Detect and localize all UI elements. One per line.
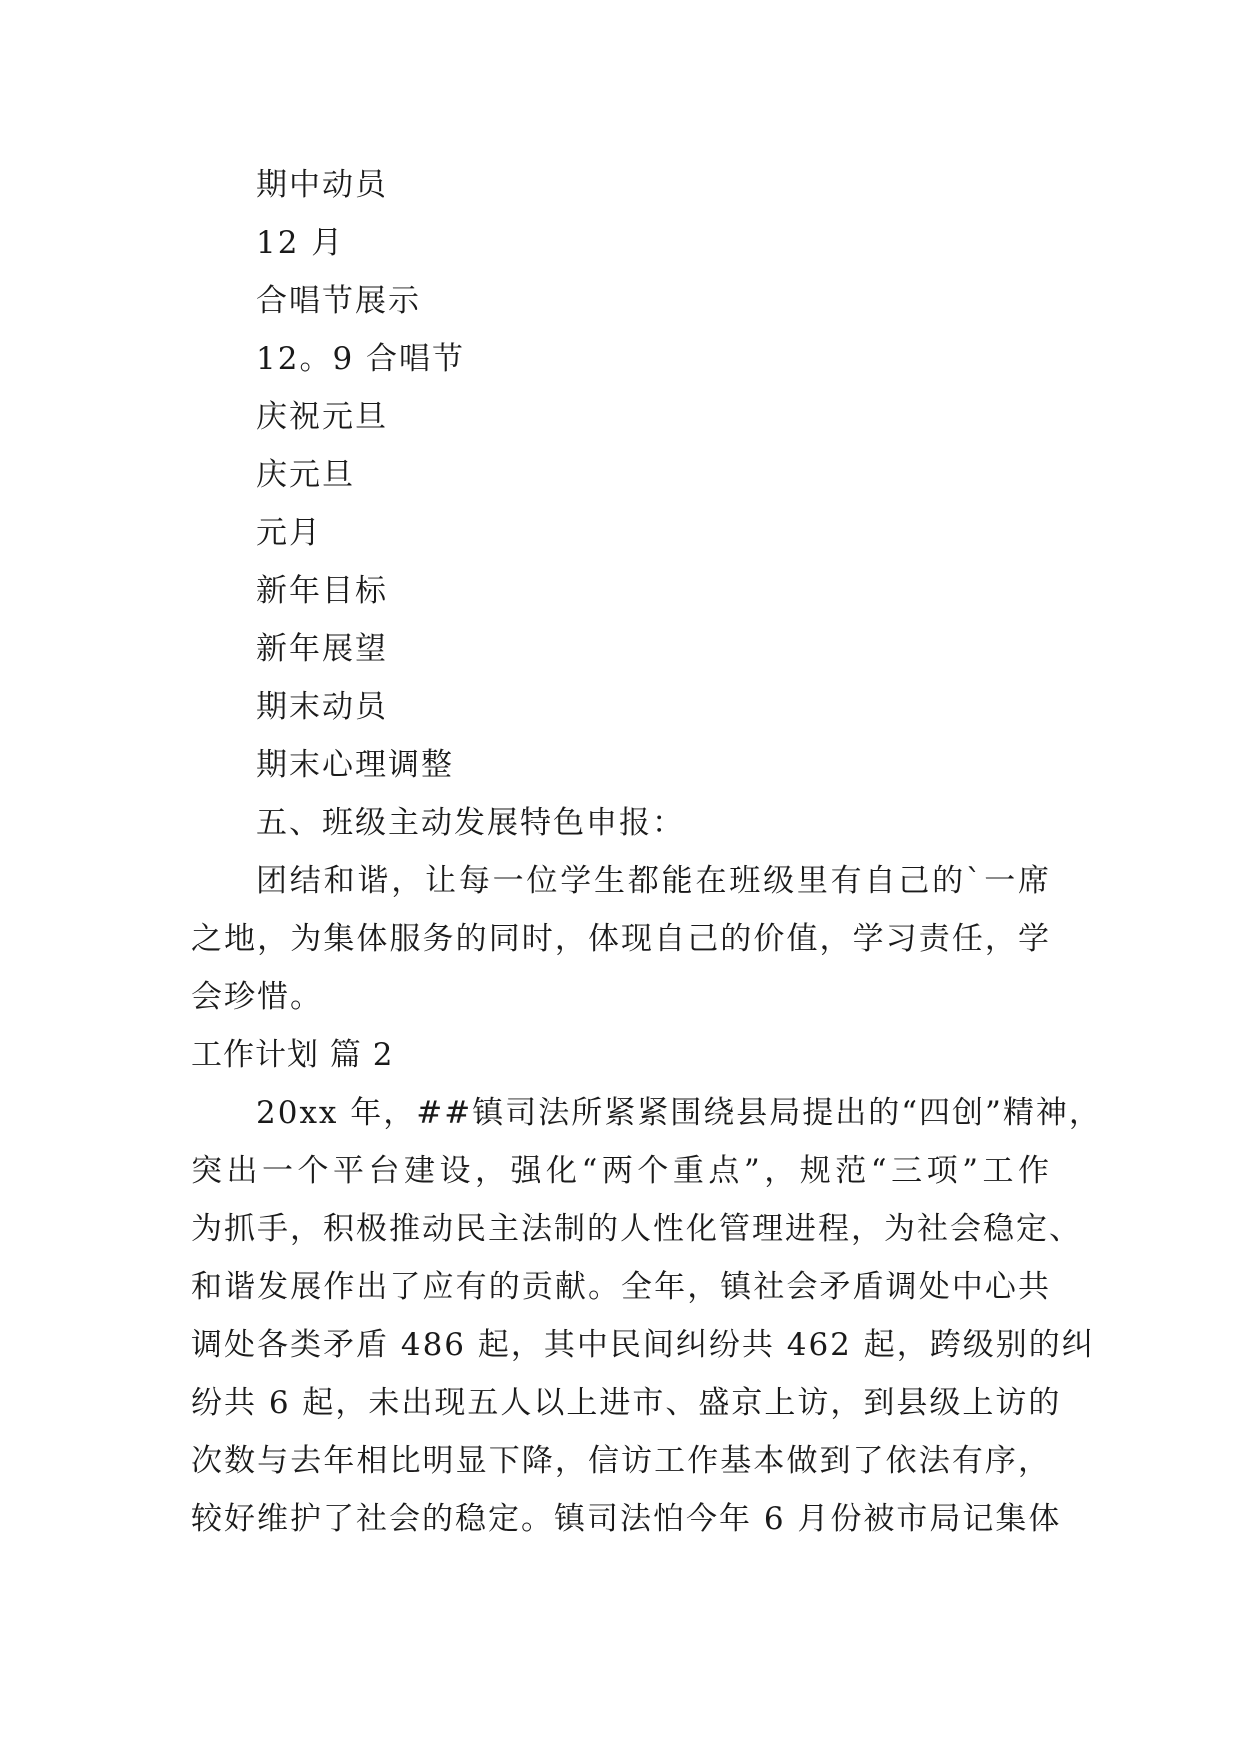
list-item: 新年展望: [256, 631, 388, 667]
list-item: 期中动员: [256, 167, 388, 203]
list-item: 期末心理调整: [256, 747, 454, 783]
paragraph-line: 20xx 年，##镇司法所紧紧围绕县局提出的“四创”精神，: [256, 1095, 1102, 1131]
list-item: 12 月: [256, 225, 345, 261]
paragraph-line: 调处各类矛盾 486 起，其中民间纠纷共 462 起，跨级别的纠: [191, 1327, 1095, 1363]
paragraph-line: 突出一个平台建设，强化“两个重点”，规范“三项”工作: [191, 1153, 1051, 1189]
paragraph-line: 次数与去年相比明显下降，信访工作基本做到了依法有序，: [191, 1443, 1051, 1479]
list-item: 12。9 合唱节: [256, 341, 466, 377]
list-item: 新年目标: [256, 573, 388, 609]
list-item: 庆元旦: [256, 457, 355, 493]
list-item: 期末动员: [256, 689, 388, 725]
paragraph-line: 为抓手，积极推动民主法制的人性化管理进程，为社会稳定、: [191, 1211, 1082, 1247]
section-title: 工作计划 篇 2: [191, 1037, 394, 1073]
list-item: 合唱节展示: [256, 283, 421, 319]
paragraph-line: 较好维护了社会的稳定。镇司法怕今年 6 月份被市局记集体: [191, 1501, 1062, 1537]
paragraph-line: 之地，为集体服务的同时，体现自己的价值，学习责任，学: [191, 921, 1051, 957]
paragraph-line: 团结和谐，让每一位学生都能在班级里有自己的`一席: [256, 863, 1051, 899]
section-heading: 五、班级主动发展特色申报：: [256, 805, 685, 841]
paragraph-line: 会珍惜。: [191, 979, 323, 1015]
list-item: 元月: [256, 515, 322, 551]
paragraph-line: 和谐发展作出了应有的贡献。全年，镇社会矛盾调处中心共: [191, 1269, 1051, 1305]
paragraph-line: 纷共 6 起，未出现五人以上进市、盛京上访，到县级上访的: [191, 1385, 1062, 1421]
list-item: 庆祝元旦: [256, 399, 388, 435]
